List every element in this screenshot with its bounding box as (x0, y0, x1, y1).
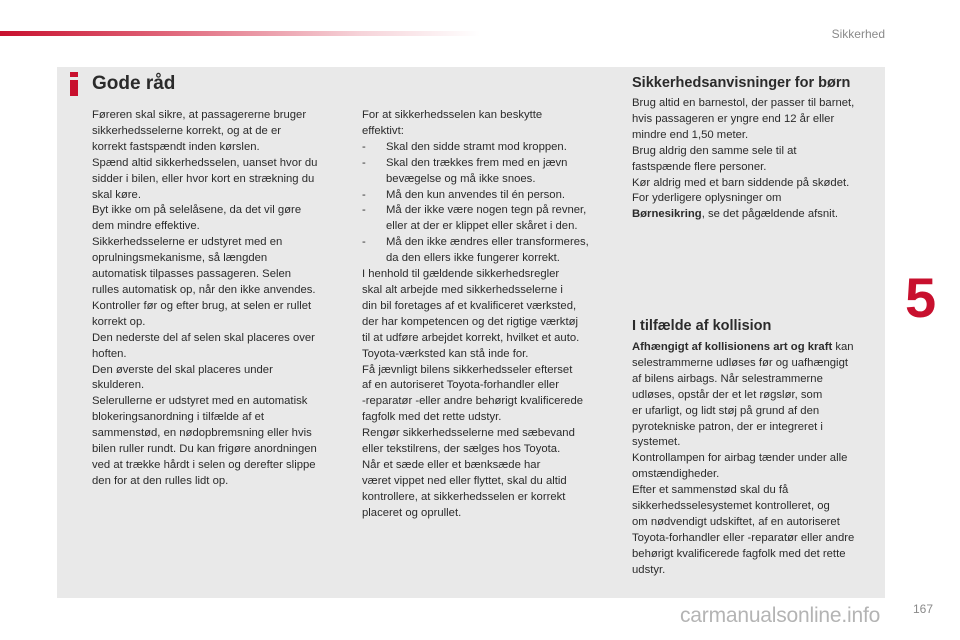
text-line: placeret og oprullet. (362, 506, 462, 519)
list-item-line: Skal den trækkes frem med en jævn (386, 156, 568, 169)
dash-bullet: - (362, 156, 366, 169)
text-line: omstændigheder. (632, 468, 720, 481)
dash-bullet: - (362, 204, 366, 217)
kollision-text (632, 340, 882, 579)
section-title: Sikkerhed (831, 27, 885, 41)
text-line: For yderligere oplysninger om (632, 192, 782, 205)
list-item (362, 140, 622, 156)
text-line: Få jævnligt bilens sikkerhedsseler efterset (362, 363, 573, 376)
text-line: rulles automatisk op, når den ikke anvendes. (92, 283, 316, 296)
text-line: fagfolk med det rette udstyr. (362, 411, 502, 424)
text-line: den for at den rulles lidt op. (92, 474, 229, 487)
text-line: kontrollere, at sikkerhedsselen er korrekt (362, 490, 566, 503)
text-line: Når et sæde eller et bænksæde har (362, 458, 541, 471)
text-line: Kontroller før og efter brug, at selen er rullet (92, 299, 312, 312)
text-line: til at udføre arbejdet korrekt, hvilket et auto. (362, 331, 580, 344)
text-line: korrekt fastspændt inden kørslen. (92, 140, 260, 153)
text-line: pyrotekniske patron, der er integreret i (632, 420, 823, 433)
list-item (362, 235, 622, 267)
watermark: carmanualsonline.info (680, 604, 881, 627)
gode-raad-column-2 (362, 108, 622, 522)
text-line: om nødvendigt udskiftet, af en autoriseret (632, 515, 840, 528)
list-item-line: Må den kun anvendes til én person. (386, 188, 565, 201)
text-line: af bilens airbags. Når selestrammerne (632, 372, 823, 385)
text-line: Efter et sammenstød skal du få (632, 484, 789, 497)
text-line: der har kompetencen og det rigtige værktøj (362, 315, 579, 328)
list-item-line: Skal den sidde stramt mod kroppen. (386, 140, 567, 153)
text-line: Byt ikke om på selelåsene, da det vil gøre (92, 204, 302, 217)
list-item-line: Må den ikke ændres eller transformeres, (386, 236, 589, 249)
chapter-number: 5 (905, 266, 937, 329)
text-line: Den øverste del skal placeres under (92, 363, 273, 376)
boern-reference-line (632, 207, 882, 223)
kollision-title: I tilfælde af kollision (632, 318, 772, 334)
text-line: systemet. (632, 436, 681, 449)
info-icon (67, 72, 81, 96)
text-line: hvis passageren er yngre end 12 år eller (632, 112, 835, 125)
text-line: været vippet ned eller flyttet, skal du altid (362, 474, 567, 487)
text-line: korrekt op. (92, 315, 146, 328)
text-line: effektivt: (362, 124, 404, 137)
list-item-line: bevægelse og må ikke snoes. (386, 172, 536, 185)
kollision-lead-bold: Afhængigt af kollisionens art og kraft (632, 341, 833, 353)
boern-reference-link: Børnesikring (632, 208, 702, 221)
text-line: Kontrollampen for airbag tænder under alle (632, 452, 848, 465)
text-line: eller tekstilrens, der sælges hos Toyota. (362, 443, 561, 456)
text-line: din bil foretages af et kvalificeret værksted, (362, 299, 577, 312)
text-line: bilen ruller rundt. Du kan frigøre anordningen (92, 443, 317, 456)
kollision-lead-line (632, 340, 882, 356)
text-line: Kør aldrig med et barn siddende på skødet. (632, 176, 850, 189)
text-line: selestrammerne udløses før og uafhængigt (632, 356, 848, 369)
list-item-line: eller at der er klippet eller skåret i den. (386, 220, 578, 233)
text-line: af en autoriseret Toyota-forhandler eller (362, 379, 559, 392)
text-line: Rengør sikkerhedsselerne med sæbevand (362, 427, 575, 440)
boern-title: Sikkerhedsanvisninger for børn (632, 75, 851, 91)
text-line: skal køre. (92, 188, 141, 201)
text-line: Føreren skal sikre, at passagererne bruger (92, 109, 307, 121)
text-line: Brug altid en barnestol, der passer til barnet, (632, 97, 855, 109)
text-line: udløses, opstår der et let røgslør, som (632, 388, 823, 401)
text-line: sammenstød, en nødopbremsning eller hvis (92, 427, 312, 440)
text-line: hoften. (92, 347, 127, 360)
gode-raad-column-1 (92, 108, 352, 490)
dash-bullet: - (362, 188, 366, 201)
text-line: er ufarligt, og lidt støj på grund af den (632, 404, 820, 417)
text-line: skal alt arbejde med sikkerhedsselerne i (362, 283, 563, 296)
boern-text (632, 96, 882, 223)
text-line: sidder i bilen, eller hvor kort en strækning du (92, 172, 315, 185)
list-item-line: da den ellers ikke fungerer korrekt. (386, 252, 560, 265)
list-item (362, 203, 622, 235)
list-item (362, 156, 622, 188)
text-line: Brug aldrig den samme sele til at (632, 144, 797, 157)
text-line: fastspænde flere personer. (632, 160, 767, 173)
text-line: Spænd altid sikkerhedsselen, uanset hvor du (92, 156, 318, 169)
text-line: Toyota-værksted kan stå inde for. (362, 347, 529, 360)
text-line: udstyr. (632, 563, 666, 576)
text-line: ved at trække hårdt i selen og derefter slippe (92, 458, 316, 471)
page-number: 167 (913, 602, 934, 616)
text-line: blokeringsanordning i tilfælde af et (92, 411, 265, 424)
text-line: sikkerhedsselesystemet kontrolleret, og (632, 500, 830, 513)
dash-bullet: - (362, 140, 366, 153)
text-line: I henhold til gældende sikkerhedsregler (362, 268, 560, 281)
text-line: Toyota-forhandler eller -reparatør eller andre (632, 531, 855, 544)
text-line: For at sikkerhedsselen kan beskytte (362, 109, 543, 121)
header-accent-bar (0, 31, 480, 36)
text-line: Selerullerne er udstyret med en automatisk (92, 395, 308, 408)
text-line: dem mindre effektive. (92, 220, 200, 233)
text-line: skulderen. (92, 379, 145, 392)
text-line: mindre end 1,50 meter. (632, 128, 749, 141)
list-item (362, 188, 622, 204)
text-line: behørigt kvalificerede fagfolk med det rette (632, 547, 846, 560)
text-line: sikkerhedsselerne korrekt, og at de er (92, 124, 282, 137)
text-line: -reparatør -eller andre behørigt kvalificerede (362, 395, 584, 408)
gode-raad-title: Gode råd (92, 73, 176, 94)
dash-bullet: - (362, 236, 366, 249)
kollision-lead-rest: kan (832, 341, 854, 353)
text-line: Sikkerhedsselerne er udstyret med en (92, 236, 283, 249)
text-line: automatisk tilpasses passageren. Selen (92, 268, 292, 281)
boern-reference-rest: , se det pågældende afsnit. (701, 208, 838, 221)
list-item-line: Må der ikke være nogen tegn på revner, (386, 204, 587, 217)
text-line: Den nederste del af selen skal placeres over (92, 331, 315, 344)
text-line: oprulningsmekanisme, så længden (92, 252, 268, 265)
